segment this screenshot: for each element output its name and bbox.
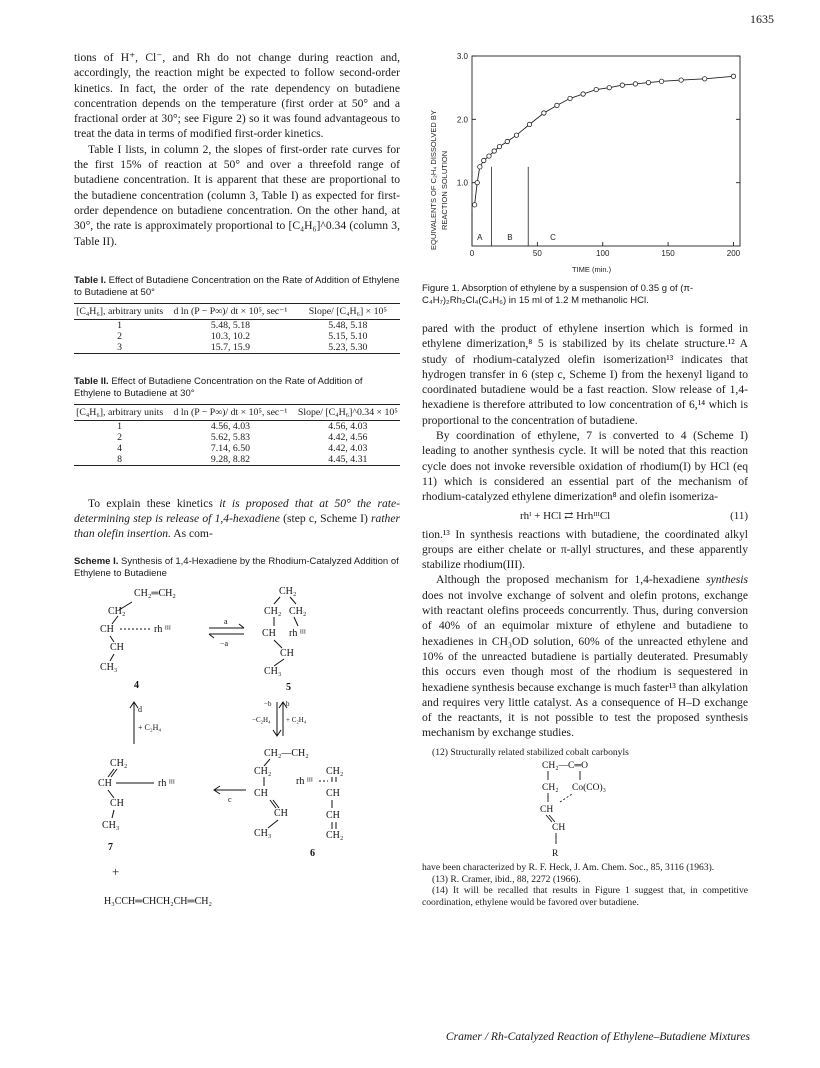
svg-text:a: a [224, 616, 228, 626]
svg-text:CH: CH [552, 823, 566, 834]
table-2-header: d ln (P − P∞)/ dt × 10⁵, sec⁻¹ [173, 406, 288, 418]
svg-text:Co(CO)₃: Co(CO)₃ [572, 783, 606, 794]
scheme-1-structures [74, 584, 400, 914]
figure-1-caption: Figure 1. Absorption of ethylene by a suspension of 0.35 g of (π-C₄H₇)₂Rh₂Cl₄(C₄H₆) in 15 ml of 1.2 M methanolic HCl. [422, 283, 694, 306]
arrow-d [130, 702, 161, 744]
svg-text:CH₂: CH₂ [289, 605, 307, 617]
table-1-header: [C₄H₆], arbitrary units [76, 305, 164, 317]
left-paragraph-3: To explain these kinetics it is proposed that at 50° the rate-determining step is release of 1,4-hexadiene (step c, Scheme I) rather than olefin insertion. As com- [74, 496, 401, 541]
data-point [497, 144, 501, 148]
data-point [555, 103, 559, 107]
table-2-caption: Table II. Effect of Butadiene Concentration on the Rate of Addition of Ethylene to Butadiene at 30° [74, 375, 363, 399]
svg-text:CH: CH [540, 805, 554, 816]
data-point [487, 154, 491, 158]
data-point [646, 80, 650, 84]
data-point [482, 158, 486, 162]
svg-text:CH₂: CH₂ [110, 757, 128, 769]
data-point [527, 122, 531, 126]
svg-text:+ C₂H₄: + C₂H₄ [286, 715, 307, 724]
svg-text:CH: CH [100, 623, 114, 635]
svg-text:CH₃: CH₃ [102, 819, 120, 831]
svg-text:CH: CH [326, 787, 340, 799]
y-tick-label: 3.0 [456, 52, 468, 61]
svg-text:+ C₂H₄: + C₂H₄ [138, 722, 162, 732]
svg-text:CH₂—C═O: CH₂—C═O [542, 761, 588, 772]
scheme-1 [74, 556, 400, 914]
right-paragraph-1: pared with the product of ethylene insertion which is formed in ethylene dimerization,⁸ 5 is stabilized by its chelate structure.¹² A study of rhodium-catalyzed olefin isomerization¹³ indicates that hydrogen transfer in 6 (step c, Scheme I) from the hexenyl ligand to coordinated butadiene would be a fast reaction. Slow release of 1,4-hexadiene is therefore attributed to low concentration of 6,¹⁴ which is proportional to the concentration of butadiene. [422, 322, 748, 427]
svg-text:CH₂: CH₂ [326, 765, 344, 777]
right-column [422, 50, 748, 908]
table-1-header: d ln (P − P∞)/ dt × 10⁵, sec⁻¹ [173, 305, 288, 317]
data-point [679, 78, 683, 82]
data-point [607, 85, 611, 89]
region-label: B [507, 233, 513, 242]
data-point [475, 180, 479, 184]
table-2-header: Slope/ [C₄H₆]^0.34 × 10⁵ [297, 406, 398, 418]
region-label: C [550, 233, 556, 242]
figure-1-xlabel: TIME (min.) [572, 265, 612, 274]
figure-1-ylabel-2: REACTION SOLUTION [440, 150, 449, 230]
right-paragraph-4: Although the proposed mechanism for 1,4-hexadiene synthesis does not involve exchange of solvent and olefin protons, exchange with reactant olefins proceeds concurrently. Thus, during conversion of 40% of an equimolar mixture of ethylene and butadiene to hexadienes in CH₃OD solution, 60% of the unreacted ethylene and 10% of the unreacted butadiene is partially deuterated. Presumably this occurs even though most of the rhodium is sequestered in hexadiene synthesis because exchange is much faster¹³ than alkylation and requires very little catalyst. As a consequence of H–D exchange of the reactants, it is not possible to test the proposed synthesis mechanism by exchange studies. [422, 573, 748, 740]
data-point [703, 77, 707, 81]
table-row: 1 4.56, 4.03 4.56, 4.03 [117, 420, 368, 432]
svg-text:CH: CH [110, 641, 124, 653]
data-point [659, 79, 663, 83]
svg-text:CH: CH [262, 627, 276, 639]
svg-text:CH: CH [98, 777, 112, 789]
svg-text:−b: −b [264, 699, 272, 708]
svg-text:CH₂: CH₂ [254, 765, 272, 777]
svg-text:CH₂: CH₂ [279, 585, 297, 597]
svg-text:CH₂: CH₂ [542, 783, 559, 794]
left-column [74, 50, 400, 914]
svg-text:rh ᴵᴵᴵ: rh ᴵᴵᴵ [296, 775, 313, 787]
x-tick-label: 0 [469, 249, 475, 258]
svg-text:rh ᴵᴵᴵ: rh ᴵᴵᴵ [154, 623, 171, 635]
svg-text:c: c [228, 794, 232, 804]
plus-sign: + [112, 863, 120, 879]
left-paragraph-2: Table I lists, in column 2, the slopes of first-order rate curves for the first 15% of reaction at 50° and over a threefold range of butadiene concentration. It is apparent that these are proportional to the butadiene concentration (column 3, Table I) as expected for first-order dependence on butadiene concentration. On the other hand, at 30°, the rate is approximately proportional to [C₄H₆]^0.34 (column 3, Table II). [74, 142, 400, 248]
page-footer: Cramer / Rh-Catalyzed Reaction of Ethylene–Butadiene Mixtures [445, 1030, 750, 1043]
equilibrium-arrow-a [209, 617, 244, 648]
x-tick-label: 50 [532, 249, 542, 258]
svg-text:CH₃: CH₃ [254, 827, 272, 839]
x-tick-label: 100 [596, 249, 610, 258]
svg-text:−a: −a [220, 638, 229, 648]
figure-1 [422, 50, 748, 307]
equation-body: rhᴵ + HCl ⇄ HrhᴵᴵᴵCl [520, 509, 611, 522]
region-label: A [477, 233, 483, 242]
compound-label: 6 [310, 847, 315, 859]
structure-4 [100, 588, 176, 691]
plot-frame [472, 56, 740, 246]
data-point [478, 165, 482, 169]
structure-7 [98, 758, 175, 853]
footnotes [422, 747, 748, 909]
svg-text:CH₂—CH₂: CH₂—CH₂ [264, 747, 309, 759]
svg-text:CH: CH [274, 807, 288, 819]
table-row: 3 15.7, 15.9 5.23, 5.30 [117, 341, 368, 353]
footnote-13: (13) R. Cramer, ibid., 88, 2272 (1966). [432, 873, 581, 885]
data-point [633, 82, 637, 86]
table-2 [74, 376, 400, 466]
equilibrium-arrow-b [252, 700, 307, 736]
cobalt-carbonyl-structure [422, 758, 748, 862]
table-1-caption: Table I. Effect of Butadiene Concentration on the Rate of Addition of Ethylene to Butadiene at 50° [74, 274, 400, 298]
svg-text:b: b [286, 699, 290, 708]
structure-5 [262, 586, 306, 693]
scheme-1-caption: Scheme I. Synthesis of 1,4-Hexadiene by the Rhodium-Catalyzed Addition of Ethylene to Butadiene [74, 555, 399, 579]
data-point [505, 139, 509, 143]
series-line [475, 76, 734, 205]
figure-1-chart [422, 50, 748, 274]
compound-label: 5 [286, 681, 291, 693]
equation-11 [422, 505, 748, 527]
right-paragraph-3: tion.¹³ In synthesis reactions with butadiene, the coordinated alkyl groups are either chelate or π-allyl structures, and these apparently stabilize rhodium(III). [422, 527, 748, 572]
svg-text:d: d [138, 704, 142, 714]
footnote-12-ref: have been characterized by R. F. Heck, J. Am. Chem. Soc., 85, 3116 (1963). [422, 862, 715, 874]
table-2-header: [C₄H₆], arbitrary units [76, 406, 164, 418]
table-2-grid [74, 404, 400, 466]
data-point [472, 203, 476, 207]
data-point [620, 83, 624, 87]
svg-text:CH₂═CH₂: CH₂═CH₂ [134, 587, 176, 599]
table-row: 8 9.28, 8.82 4.45, 4.31 [117, 453, 368, 465]
svg-text:−C₂H₄: −C₂H₄ [252, 715, 271, 724]
y-tick-label: 2.0 [456, 115, 468, 125]
data-point [581, 92, 585, 96]
svg-text:rh ᴵᴵᴵ: rh ᴵᴵᴵ [158, 777, 175, 789]
svg-text:CH: CH [280, 647, 294, 659]
footnote-12: (12) Structurally related stabilized cobalt carbonyls [432, 746, 629, 758]
table-1 [74, 275, 400, 354]
svg-text:CH₂: CH₂ [326, 829, 344, 841]
equation-number: (11) [730, 509, 748, 522]
data-point [514, 133, 518, 137]
data-point [594, 87, 598, 91]
compound-label: 4 [134, 679, 139, 691]
x-tick-label: 150 [661, 249, 675, 258]
table-row: 2 5.62, 5.83 4.42, 4.56 [117, 431, 368, 443]
table-row: 1 5.48, 5.18 5.48, 5.18 [117, 319, 368, 331]
data-point [731, 74, 735, 78]
svg-text:rh ᴵᴵᴵ: rh ᴵᴵᴵ [289, 627, 306, 639]
svg-text:CH₂: CH₂ [264, 605, 282, 617]
svg-text:CH: CH [254, 787, 268, 799]
svg-text:CH: CH [326, 809, 340, 821]
data-point [542, 111, 546, 115]
compound-label: 7 [108, 841, 113, 853]
table-1-grid [74, 303, 400, 354]
y-tick-label: 1.0 [456, 178, 468, 188]
structure-6 [254, 748, 343, 859]
svg-text:R: R [552, 849, 559, 860]
arrow-c [214, 786, 246, 804]
svg-text:CH₃: CH₃ [100, 661, 118, 673]
table-1-header: Slope/ [C₄H₆] × 10⁵ [308, 305, 387, 317]
left-paragraph-1: tions of H⁺, Cl⁻, and Rh do not change during reaction and, accordingly, the reaction might be expected to follow second-order kinetics. In fact, the order of the rate dependency on butadiene concentration depends on the temperature (first order at 50° and a fractional order at 30°; see Figure 2) so it was found advantageous to treat the data in terms of modified first-order kinetics. [74, 51, 400, 141]
x-tick-label: 200 [726, 249, 741, 258]
footnote-14: (14) It will be recalled that results in Figure 1 suggest that, in competitive coordination, ethylene would be favored over butadiene. [422, 885, 748, 908]
data-point [568, 96, 572, 100]
product-hexadiene: H₃CCH═CHCH₂CH═CH₂ [104, 895, 212, 907]
svg-text:CH: CH [110, 797, 124, 809]
svg-text:CH₂: CH₂ [108, 605, 126, 617]
page-number: 1635 [750, 12, 774, 26]
figure-1-ylabel: EQUIVALENTS OF C₂H₄ DISSOLVED BY [429, 110, 438, 250]
data-point [492, 149, 496, 153]
right-paragraph-2: By coordination of ethylene, 7 is converted to 4 (Scheme I) leading to another synthesis cycle. It will be noted that this reaction cycle does not invoke reversible oxidation of rhodium(I) by HCl (eq 11) which is considered an essential part of the mechanism of rhodium-catalyzed ethylene dimerization⁸ and olefin isomeriza- [422, 429, 748, 504]
table-row: 4 7.14, 6.50 4.42, 4.03 [117, 442, 368, 454]
svg-text:CH₃: CH₃ [264, 665, 282, 677]
table-row: 2 10.3, 10.2 5.15, 5.10 [117, 330, 368, 342]
